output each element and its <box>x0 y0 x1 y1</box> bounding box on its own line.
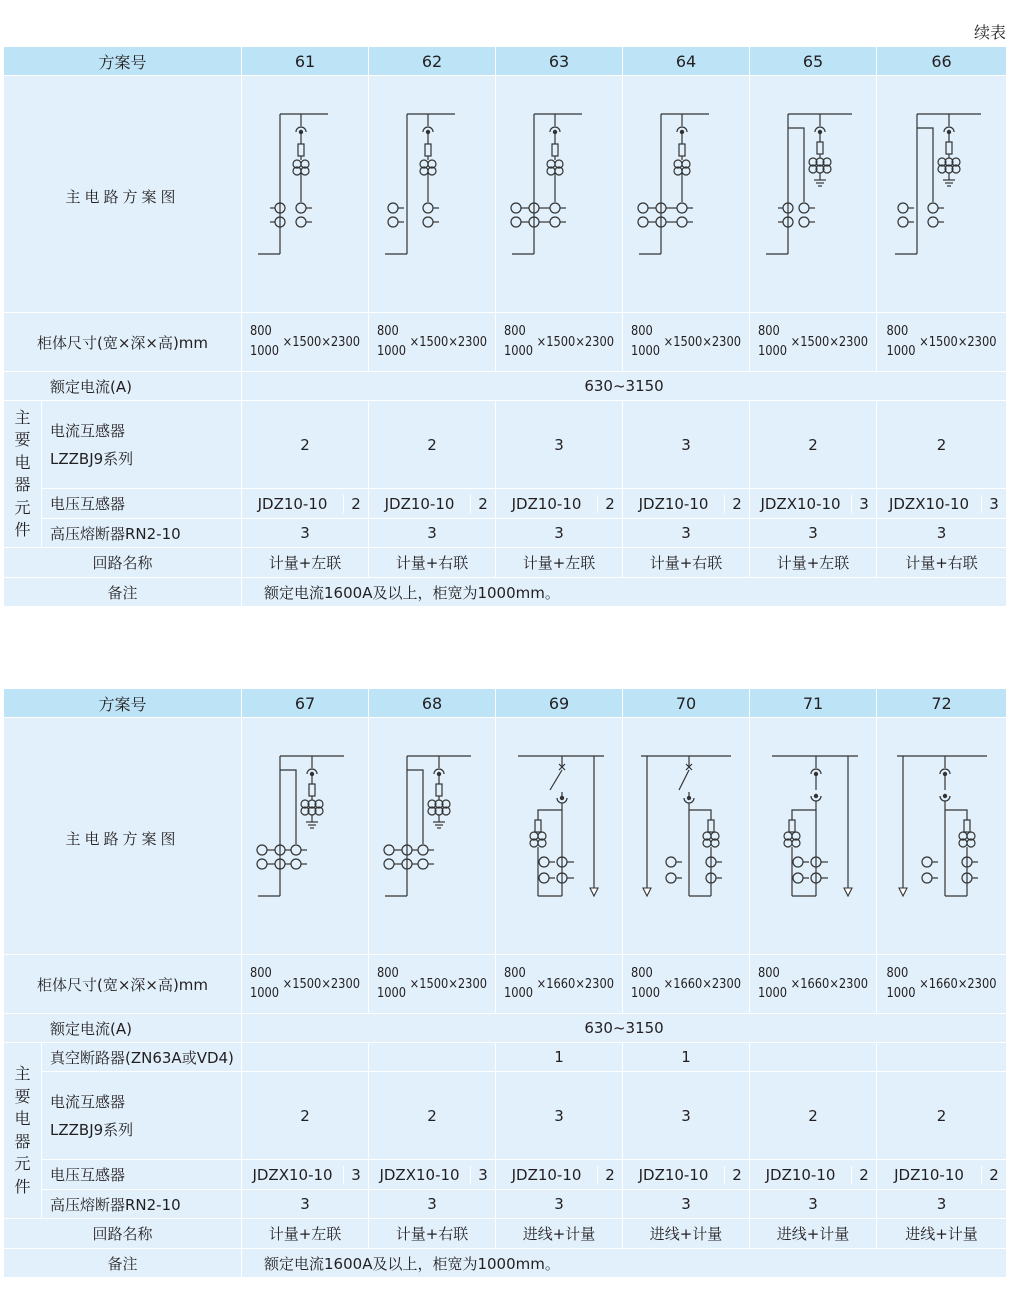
scheme-number: 70 <box>623 689 750 718</box>
vt-cell: JDZ10-10 2 <box>623 489 750 519</box>
vcb-qty <box>750 1043 877 1072</box>
cabinet-size: 800 1000 ×1660×2300 <box>623 955 750 1014</box>
scheme-number: 71 <box>750 689 877 718</box>
circuit-name: 进线+计量 <box>496 1219 623 1249</box>
rated-current-row <box>4 372 1007 401</box>
diagram-label: 主电路方案图 <box>4 718 242 955</box>
diagram-row <box>4 718 1007 955</box>
vacuum-breaker-row <box>4 1043 1007 1072</box>
circuit-name: 进线+计量 <box>877 1219 1007 1249</box>
scheme-number: 67 <box>242 689 369 718</box>
circuit-name: 计量+右联 <box>369 1219 496 1249</box>
incoming-metering-diagram <box>496 718 623 955</box>
rated-current-value: 630~3150 <box>242 1014 1007 1043</box>
circuit-name: 计量+左联 <box>496 548 623 578</box>
scheme-number-row <box>4 47 1007 76</box>
cabinet-size: 800 1000 ×1500×2300 <box>750 313 877 372</box>
vt-cell: JDZ10-10 2 <box>242 489 369 519</box>
cabinet-size: 800 1000 ×1500×2300 <box>242 313 369 372</box>
current-transformer-label: 电流互感器 LZZBJ9系列 <box>42 1072 242 1160</box>
cabinet-size-label: 柜体尺寸(宽×深×高)mm <box>4 955 242 1014</box>
fuse-qty: 3 <box>750 1190 877 1219</box>
cabinet-size: 800 1000 ×1500×2300 <box>369 955 496 1014</box>
cabinet-size-row <box>4 955 1007 1014</box>
scheme-table-2 <box>3 688 1007 1278</box>
remark-label: 备注 <box>4 578 242 607</box>
cabinet-size: 800 1000 ×1500×2300 <box>877 313 1007 372</box>
voltage-transformer-label: 电压互感器 <box>42 1160 242 1190</box>
voltage-transformer-row <box>4 1160 1007 1190</box>
diagram-label: 主电路方案图 <box>4 76 242 313</box>
fuse-row <box>4 519 1007 548</box>
vt-cell: JDZX10-10 3 <box>877 489 1007 519</box>
ct-qty: 2 <box>369 401 496 489</box>
cabinet-size: 800 1000 ×1500×2300 <box>369 313 496 372</box>
vacuum-breaker-label: 真空断路器(ZN63A或VD4) <box>42 1043 242 1072</box>
scheme-number: 63 <box>496 47 623 76</box>
ct-qty: 2 <box>877 401 1007 489</box>
vcb-qty: 1 <box>623 1043 750 1072</box>
cabinet-size: 800 1000 ×1500×2300 <box>242 955 369 1014</box>
fuse-qty: 3 <box>877 519 1007 548</box>
scheme-number: 61 <box>242 47 369 76</box>
scheme-number: 66 <box>877 47 1007 76</box>
remark-text: 额定电流1600A及以上，柜宽为1000mm。 <box>242 578 1007 607</box>
circuit-name: 计量+左联 <box>242 548 369 578</box>
fuse-qty: 3 <box>750 519 877 548</box>
circuit-name: 计量+右联 <box>369 548 496 578</box>
diagram-row <box>4 76 1007 313</box>
vt-cell: JDZ10-10 2 <box>496 489 623 519</box>
remark-label: 备注 <box>4 1249 242 1278</box>
metering-left-link-diagram <box>496 76 623 313</box>
incoming-metering-diagram <box>750 718 877 955</box>
fuse-qty: 3 <box>369 519 496 548</box>
metering-right-link-diagram <box>369 76 496 313</box>
scheme-number-row <box>4 689 1007 718</box>
circuit-name: 进线+计量 <box>623 1219 750 1249</box>
remark-row <box>4 1249 1007 1278</box>
remark-text: 额定电流1600A及以上，柜宽为1000mm。 <box>242 1249 1007 1278</box>
scheme-number-label: 方案号 <box>4 689 242 718</box>
cabinet-size-row <box>4 313 1007 372</box>
current-transformer-label: 电流互感器 LZZBJ9系列 <box>42 401 242 489</box>
ct-qty: 3 <box>496 401 623 489</box>
current-transformer-row <box>4 401 1007 489</box>
circuit-name-label: 回路名称 <box>4 548 242 578</box>
cabinet-size: 800 1000 ×1660×2300 <box>750 955 877 1014</box>
remark-row <box>4 578 1007 607</box>
scheme-number: 69 <box>496 689 623 718</box>
voltage-transformer-row <box>4 489 1007 519</box>
ct-qty: 2 <box>242 401 369 489</box>
scheme-number: 72 <box>877 689 1007 718</box>
fuse-qty: 3 <box>496 519 623 548</box>
metering-left-link-diagram <box>242 718 369 955</box>
incoming-metering-diagram <box>623 718 750 955</box>
circuit-name: 进线+计量 <box>750 1219 877 1249</box>
fuse-qty: 3 <box>242 519 369 548</box>
ct-qty: 2 <box>242 1072 369 1160</box>
circuit-name: 计量+右联 <box>623 548 750 578</box>
rated-current-value: 630~3150 <box>242 372 1007 401</box>
circuit-name: 计量+右联 <box>877 548 1007 578</box>
ct-qty: 3 <box>623 1072 750 1160</box>
scheme-number: 62 <box>369 47 496 76</box>
incoming-metering-diagram <box>877 718 1007 955</box>
ct-qty: 2 <box>750 1072 877 1160</box>
metering-left-link-diagram <box>242 76 369 313</box>
circuit-name-row <box>4 548 1007 578</box>
fuse-qty: 3 <box>623 1190 750 1219</box>
circuit-name: 计量+左联 <box>242 1219 369 1249</box>
ct-qty: 2 <box>750 401 877 489</box>
fuse-qty: 3 <box>877 1190 1007 1219</box>
circuit-name-label: 回路名称 <box>4 1219 242 1249</box>
fuse-qty: 3 <box>369 1190 496 1219</box>
ct-qty: 2 <box>877 1072 1007 1160</box>
vt-cell: JDZ10-10 2 <box>750 1160 877 1190</box>
cabinet-size: 800 1000 ×1660×2300 <box>496 955 623 1014</box>
cabinet-size: 800 1000 ×1500×2300 <box>623 313 750 372</box>
circuit-name-row <box>4 1219 1007 1249</box>
vt-cell: JDZ10-10 2 <box>877 1160 1007 1190</box>
scheme-number: 65 <box>750 47 877 76</box>
voltage-transformer-label: 电压互感器 <box>42 489 242 519</box>
metering-right-link-diagram <box>877 76 1007 313</box>
ct-qty: 2 <box>369 1072 496 1160</box>
fuse-row <box>4 1190 1007 1219</box>
current-transformer-row <box>4 1072 1007 1160</box>
vcb-qty <box>242 1043 369 1072</box>
rated-current-row <box>4 1014 1007 1043</box>
rated-current-label: 额定电流(A) <box>4 372 242 401</box>
cabinet-size: 800 1000 ×1500×2300 <box>496 313 623 372</box>
fuse-label: 高压熔断器RN2-10 <box>42 519 242 548</box>
scheme-number-label: 方案号 <box>4 47 242 76</box>
rated-current-label: 额定电流(A) <box>4 1014 242 1043</box>
metering-right-link-diagram <box>623 76 750 313</box>
vcb-qty: 1 <box>496 1043 623 1072</box>
fuse-label: 高压熔断器RN2-10 <box>42 1190 242 1219</box>
vt-cell: JDZX10-10 3 <box>750 489 877 519</box>
metering-left-link-diagram <box>750 76 877 313</box>
cabinet-size-label: 柜体尺寸(宽×深×高)mm <box>4 313 242 372</box>
fuse-qty: 3 <box>623 519 750 548</box>
scheme-number: 68 <box>369 689 496 718</box>
ct-qty: 3 <box>623 401 750 489</box>
main-components-label: 主 要 电 器 元 件 <box>4 401 42 548</box>
vt-cell: JDZX10-10 3 <box>242 1160 369 1190</box>
continued-label: 续表 <box>973 23 1006 42</box>
vcb-qty <box>877 1043 1007 1072</box>
scheme-number: 64 <box>623 47 750 76</box>
fuse-qty: 3 <box>496 1190 623 1219</box>
vt-cell: JDZ10-10 2 <box>369 489 496 519</box>
vt-cell: JDZ10-10 2 <box>623 1160 750 1190</box>
vt-cell: JDZX10-10 3 <box>369 1160 496 1190</box>
circuit-name: 计量+左联 <box>750 548 877 578</box>
vt-cell: JDZ10-10 2 <box>496 1160 623 1190</box>
scheme-table-1 <box>3 46 1007 607</box>
vcb-qty <box>369 1043 496 1072</box>
main-components-label: 主 要 电 器 元 件 <box>4 1043 42 1219</box>
ct-qty: 3 <box>496 1072 623 1160</box>
cabinet-size: 800 1000 ×1660×2300 <box>877 955 1007 1014</box>
fuse-qty: 3 <box>242 1190 369 1219</box>
metering-right-link-diagram <box>369 718 496 955</box>
